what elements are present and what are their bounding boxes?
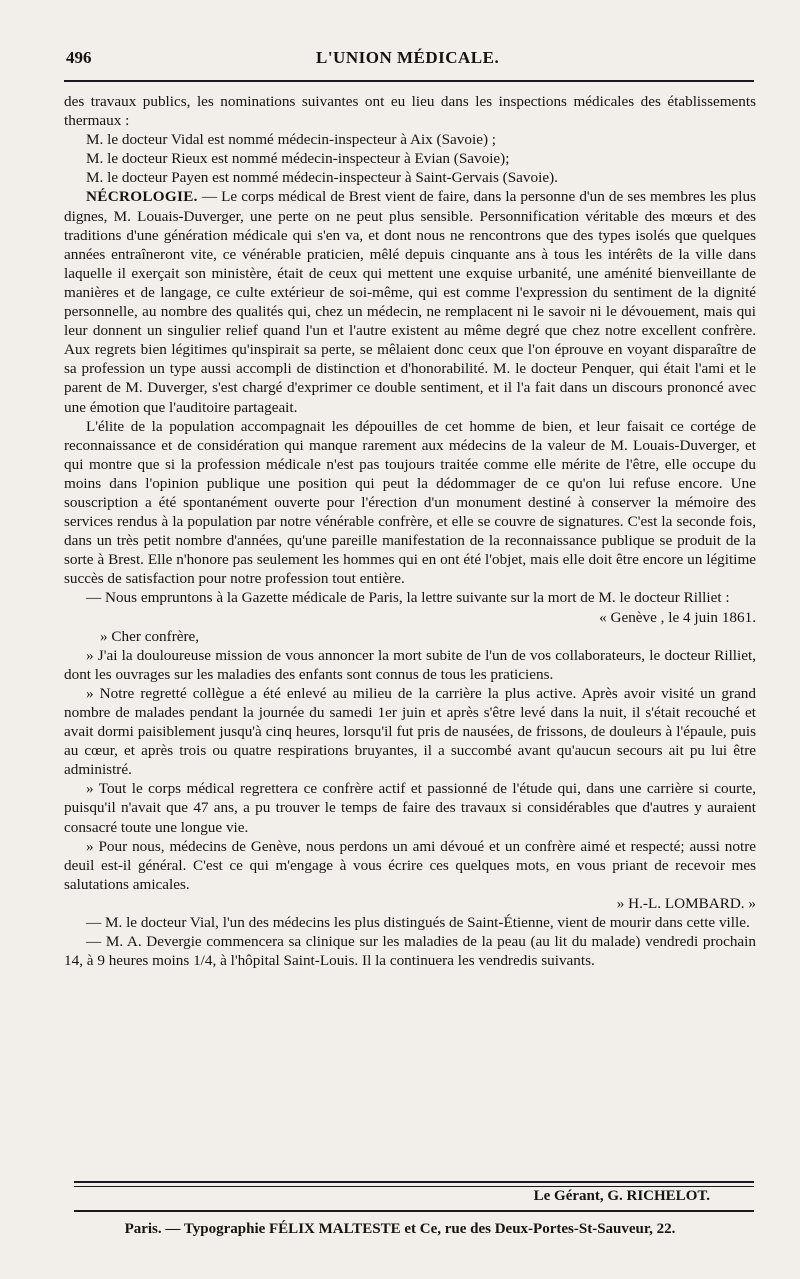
paragraph <box>64 92 756 130</box>
footer-rule <box>74 1181 754 1187</box>
section-lead: NÉCROLOGIE. <box>86 188 198 206</box>
paragraph-text: M. le docteur Payen est nommé médecin-inspecteur à Saint-Gervais (Savoie). <box>86 169 558 187</box>
paragraph <box>64 168 756 187</box>
printer-rule <box>74 1210 754 1212</box>
paragraph-text: — Le corps médical de Brest vient de faire, dans la personne d'un de ses membres les plus dignes, M. Louais-Duverger, une perte on ne peut plus sensible. Personnification véritable des mœurs et des traditions d'une génération médicale qui s'en va, et dont nous ne rencontrons que des types isolés que quelques années entraîneront vite, ce vénérable praticien, mêlé depuis cinquante ans à tous les intérêts de la ville dans laquelle il exerçait son ministère, était de ceux qui mettent une exquise urbanité, une aménité bienveillante de manières et de langage, ce culte extérieur de soi-même, qui est comme l'expression du sentiment de la dignité personnelle, au nombre des qualités qui, chez un médecin, ne remplacent ni le savoir ni le dévouement, mais qui leur donnent un singulier relief quand l'un et l'autre existent au même degré que chez notre excellent confrère. Aux regrets bien légitimes qu'inspirait sa perte, se mêlaient donc ceux que l'on éprouve en voyant disparaître de sa profession un type aussi accompli de distinction et d'honorabilité. M. le docteur Penquer, qui était l'ami et le parent de M. Duverger, s'est chargé d'exprimer ce double sentiment, et il l'a fait dans un discours prononcé avec une émotion que l'auditoire partageait. <box>64 188 756 416</box>
journal-title: L'UNION MÉDICALE. <box>316 48 500 67</box>
page-number: 496 <box>66 48 92 67</box>
paragraph-text: » H.-L. LOMBARD. » <box>616 894 756 912</box>
paragraph-text: — M. le docteur Vial, l'un des médecins les plus distingués de Saint-Étienne, vient de mourir dans cette ville. <box>86 914 750 932</box>
paragraph <box>64 130 756 149</box>
paragraph-text: » Pour nous, médecins de Genève, nous perdons un ami dévoué et un confrère aimé et respecté; aussi notre deuil est-il général. C'est ce qui m'engage à vous écrire ces quelques mots, en vous priant de recevoir mes salutations amicales. <box>64 837 756 893</box>
paragraph <box>64 913 756 932</box>
paragraph-text: — M. A. Devergie commencera sa clinique sur les maladies de la peau (au lit du malade) vendredi prochain 14, à 9 heures moins 1/4, à l'hôpital Saint-Louis. Il la continuera les vendredis suivants. <box>64 933 756 970</box>
paragraph <box>64 932 756 970</box>
paragraph-text: » J'ai la douloureuse mission de vous annoncer la mort subite de l'un de vos collaborateurs, le docteur Rilliet, dont les ouvrages sur les maladies des enfants sont connus de tous les praticiens. <box>64 646 756 683</box>
page-header <box>66 48 756 72</box>
paragraph <box>64 627 756 646</box>
paragraph <box>64 894 756 913</box>
gerant-signature: Le Gérant, G. RICHELOT. <box>533 1188 710 1204</box>
paragraph-text: des travaux publics, les nominations suivantes ont eu lieu dans les inspections médicales des établissements thermaux : <box>64 93 756 130</box>
header-rule <box>64 80 754 82</box>
paragraph-text: » Notre regretté collègue a été enlevé au milieu de la carrière la plus active. Après avoir visité un grand nombre de malades pendant la journée du samedi 1er juin et après s'être levé dans la nuit, il s'était recouché et avait dormi paisiblement jusqu'à cinq heures, lorsqu'il fut pris de nausées, de frissons, de douleurs à l'épaule, puis au cœur, et après trois ou quatre respirations bruyantes, il a succombé avant qu'aucun secours ait pu lui être administré. <box>64 684 756 779</box>
paragraph-text: M. le docteur Rieux est nommé médecin-inspecteur à Evian (Savoie); <box>86 150 510 168</box>
paragraph-text: « Genève , le 4 juin 1861. <box>599 608 756 626</box>
paragraph-text: » Cher confrère, <box>100 627 200 645</box>
paragraph <box>64 684 756 779</box>
paragraph-text: — Nous empruntons à la Gazette médicale de Paris, la lettre suivante sur la mort de M. le docteur Rilliet : <box>86 589 730 607</box>
paragraph <box>64 779 756 836</box>
paragraph <box>64 608 756 627</box>
paragraph-text: » Tout le corps médical regrettera ce confrère actif et passionné de l'étude qui, dans une carrière si courte, puisqu'il n'avait que 47 ans, a pu trouver le temps de faire des travaux si considérables que d'autres y auraient consacré toute une longue vie. <box>64 780 756 836</box>
article-body <box>64 92 756 970</box>
paragraph-text: M. le docteur Vidal est nommé médecin-inspecteur à Aix (Savoie) ; <box>86 131 497 149</box>
printer-imprint: Paris. — Typographie FÉLIX MALTESTE et Ce, rue des Deux-Portes-St-Sauveur, 22. <box>124 1221 676 1237</box>
paragraph <box>64 417 756 589</box>
paragraph-text: L'élite de la population accompagnait les dépouilles de cet homme de bien, et leur faisait ce cortége de reconnaissance et de considération qui manque rarement aux médecins de la valeur de M. Louais-Duverger, et qui montre que si la profession médicale n'est pas toujours traitée comme elle mérite de l'être, elle occupe du moins dans l'opinion publique une position qui peut la dédommager de ce qu'on lui refuse encore. Une souscription a été spontanément ouverte pour l'érection d'un monument destiné à conserver la mémoire des services rendus à la population par notre vénérable confrère, et elle se couvre de signatures. C'est la seconde fois, dans un très petit nombre d'années, qu'une pareille manifestation de la reconnaissance publique se produit de la sorte à Brest. Elle n'honore pas seulement les hommes qui en ont été l'objet, mais elle doit être encore un légitime succès de satisfaction pour notre profession tout entière. <box>64 417 756 588</box>
paragraph <box>64 187 756 416</box>
paragraph <box>64 149 756 168</box>
paragraph <box>64 837 756 894</box>
paragraph <box>64 646 756 684</box>
paragraph <box>64 588 756 607</box>
